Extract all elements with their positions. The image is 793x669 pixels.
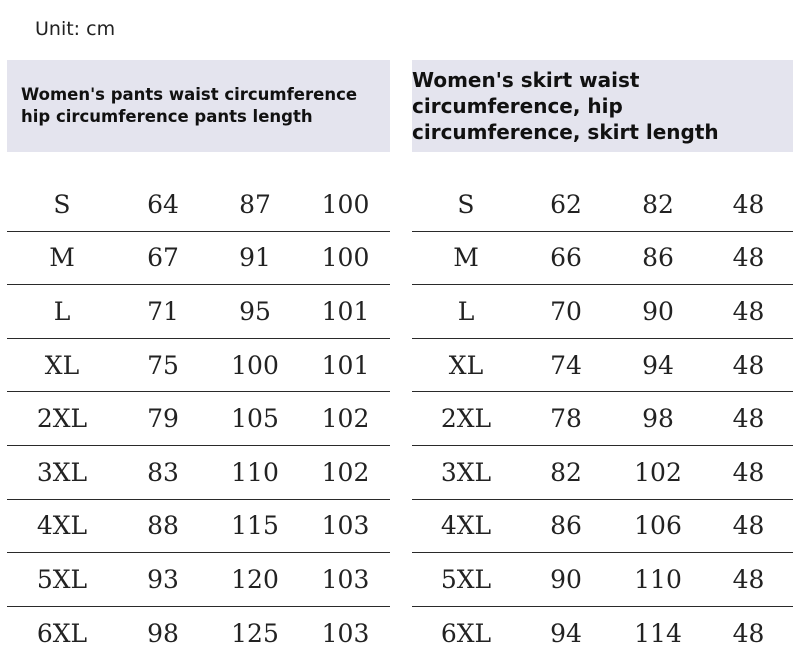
size-cell: 2XL <box>36 404 88 434</box>
measurement-cell: 102 <box>321 404 370 434</box>
table-row <box>412 285 793 339</box>
table-row <box>7 339 390 393</box>
measurement-cell: 94 <box>550 619 582 649</box>
measurement-cell: 100 <box>321 189 370 219</box>
measurement-cell: 71 <box>147 296 179 326</box>
table-row <box>7 446 390 500</box>
table-row <box>7 232 390 286</box>
measurement-cell: 88 <box>147 511 179 541</box>
table-row <box>412 607 793 661</box>
measurement-cell: 101 <box>321 296 370 326</box>
table-row <box>7 392 390 446</box>
measurement-cell: 48 <box>732 457 765 487</box>
measurement-cell: 98 <box>642 404 674 434</box>
size-cell: 3XL <box>440 457 492 487</box>
measurement-cell: 74 <box>550 350 582 380</box>
measurement-cell: 48 <box>732 350 765 380</box>
measurement-cell: 82 <box>550 457 582 487</box>
measurement-cell: 75 <box>147 350 179 380</box>
measurement-cell: 105 <box>231 404 279 434</box>
measurement-cell: 120 <box>231 564 279 594</box>
size-cell: 2XL <box>440 404 492 434</box>
measurement-cell: 79 <box>147 404 179 434</box>
measurement-cell: 48 <box>732 296 765 326</box>
table-row <box>412 500 793 554</box>
measurement-cell: 106 <box>634 511 682 541</box>
measurement-cell: 67 <box>147 243 179 273</box>
table-row <box>7 178 390 232</box>
size-cell: 5XL <box>440 564 492 594</box>
measurement-cell: 110 <box>634 564 682 594</box>
measurement-cell: 82 <box>642 189 674 219</box>
measurement-cell: 48 <box>732 564 765 594</box>
size-cell: 5XL <box>36 564 88 594</box>
size-cell: 6XL <box>440 619 492 649</box>
table-row <box>412 392 793 446</box>
size-cell: S <box>457 189 475 219</box>
measurement-cell: 64 <box>147 189 179 219</box>
size-cell: 4XL <box>36 511 88 541</box>
measurement-cell: 48 <box>732 243 765 273</box>
pants-table-title: Women's pants waist circumference hip circumference pants length <box>21 85 358 126</box>
measurement-cell: 103 <box>321 619 370 649</box>
pants-size-table <box>7 178 390 660</box>
table-row <box>7 607 390 661</box>
table-row <box>7 553 390 607</box>
pants-table-header <box>7 60 390 152</box>
measurement-cell: 62 <box>550 189 582 219</box>
measurement-cell: 115 <box>231 511 279 541</box>
measurement-cell: 95 <box>239 296 271 326</box>
measurement-cell: 103 <box>321 511 370 541</box>
size-cell: M <box>49 243 75 273</box>
measurement-cell: 102 <box>634 457 682 487</box>
measurement-cell: 103 <box>321 564 370 594</box>
size-cell: L <box>457 296 475 326</box>
size-cell: 6XL <box>36 619 88 649</box>
table-row <box>7 500 390 554</box>
measurement-cell: 98 <box>147 619 179 649</box>
size-cell: XL <box>448 350 484 380</box>
measurement-cell: 48 <box>732 511 765 541</box>
measurement-cell: 90 <box>550 564 582 594</box>
measurement-cell: 100 <box>231 350 279 380</box>
measurement-cell: 100 <box>321 243 370 273</box>
measurement-cell: 83 <box>147 457 179 487</box>
measurement-cell: 48 <box>732 619 765 649</box>
measurement-cell: 48 <box>732 404 765 434</box>
measurement-cell: 86 <box>550 511 582 541</box>
measurement-cell: 70 <box>550 296 582 326</box>
measurement-cell: 102 <box>321 457 370 487</box>
measurement-cell: 94 <box>642 350 674 380</box>
measurement-cell: 91 <box>239 243 271 273</box>
unit-label: Unit: cm <box>35 18 116 40</box>
table-row <box>412 339 793 393</box>
measurement-cell: 93 <box>147 564 179 594</box>
measurement-cell: 87 <box>239 189 271 219</box>
measurement-cell: 125 <box>231 619 279 649</box>
size-cell: M <box>453 243 479 273</box>
size-cell: 3XL <box>36 457 88 487</box>
measurement-cell: 90 <box>642 296 674 326</box>
measurement-cell: 66 <box>550 243 582 273</box>
table-row <box>412 553 793 607</box>
measurement-cell: 114 <box>634 619 682 649</box>
skirt-table-header <box>412 60 793 152</box>
measurement-cell: 48 <box>732 189 765 219</box>
table-row <box>412 178 793 232</box>
measurement-cell: 78 <box>550 404 582 434</box>
size-cell: XL <box>44 350 80 380</box>
skirt-size-table <box>412 178 793 660</box>
measurement-cell: 110 <box>231 457 279 487</box>
measurement-cell: 101 <box>321 350 370 380</box>
size-cell: S <box>53 189 71 219</box>
size-cell: L <box>53 296 71 326</box>
size-cell: 4XL <box>440 511 492 541</box>
table-row <box>412 232 793 286</box>
table-row <box>412 446 793 500</box>
skirt-table-title: Women's skirt waist circumference, hip circumference, skirt length <box>412 68 719 144</box>
measurement-cell: 86 <box>642 243 674 273</box>
table-row <box>7 285 390 339</box>
